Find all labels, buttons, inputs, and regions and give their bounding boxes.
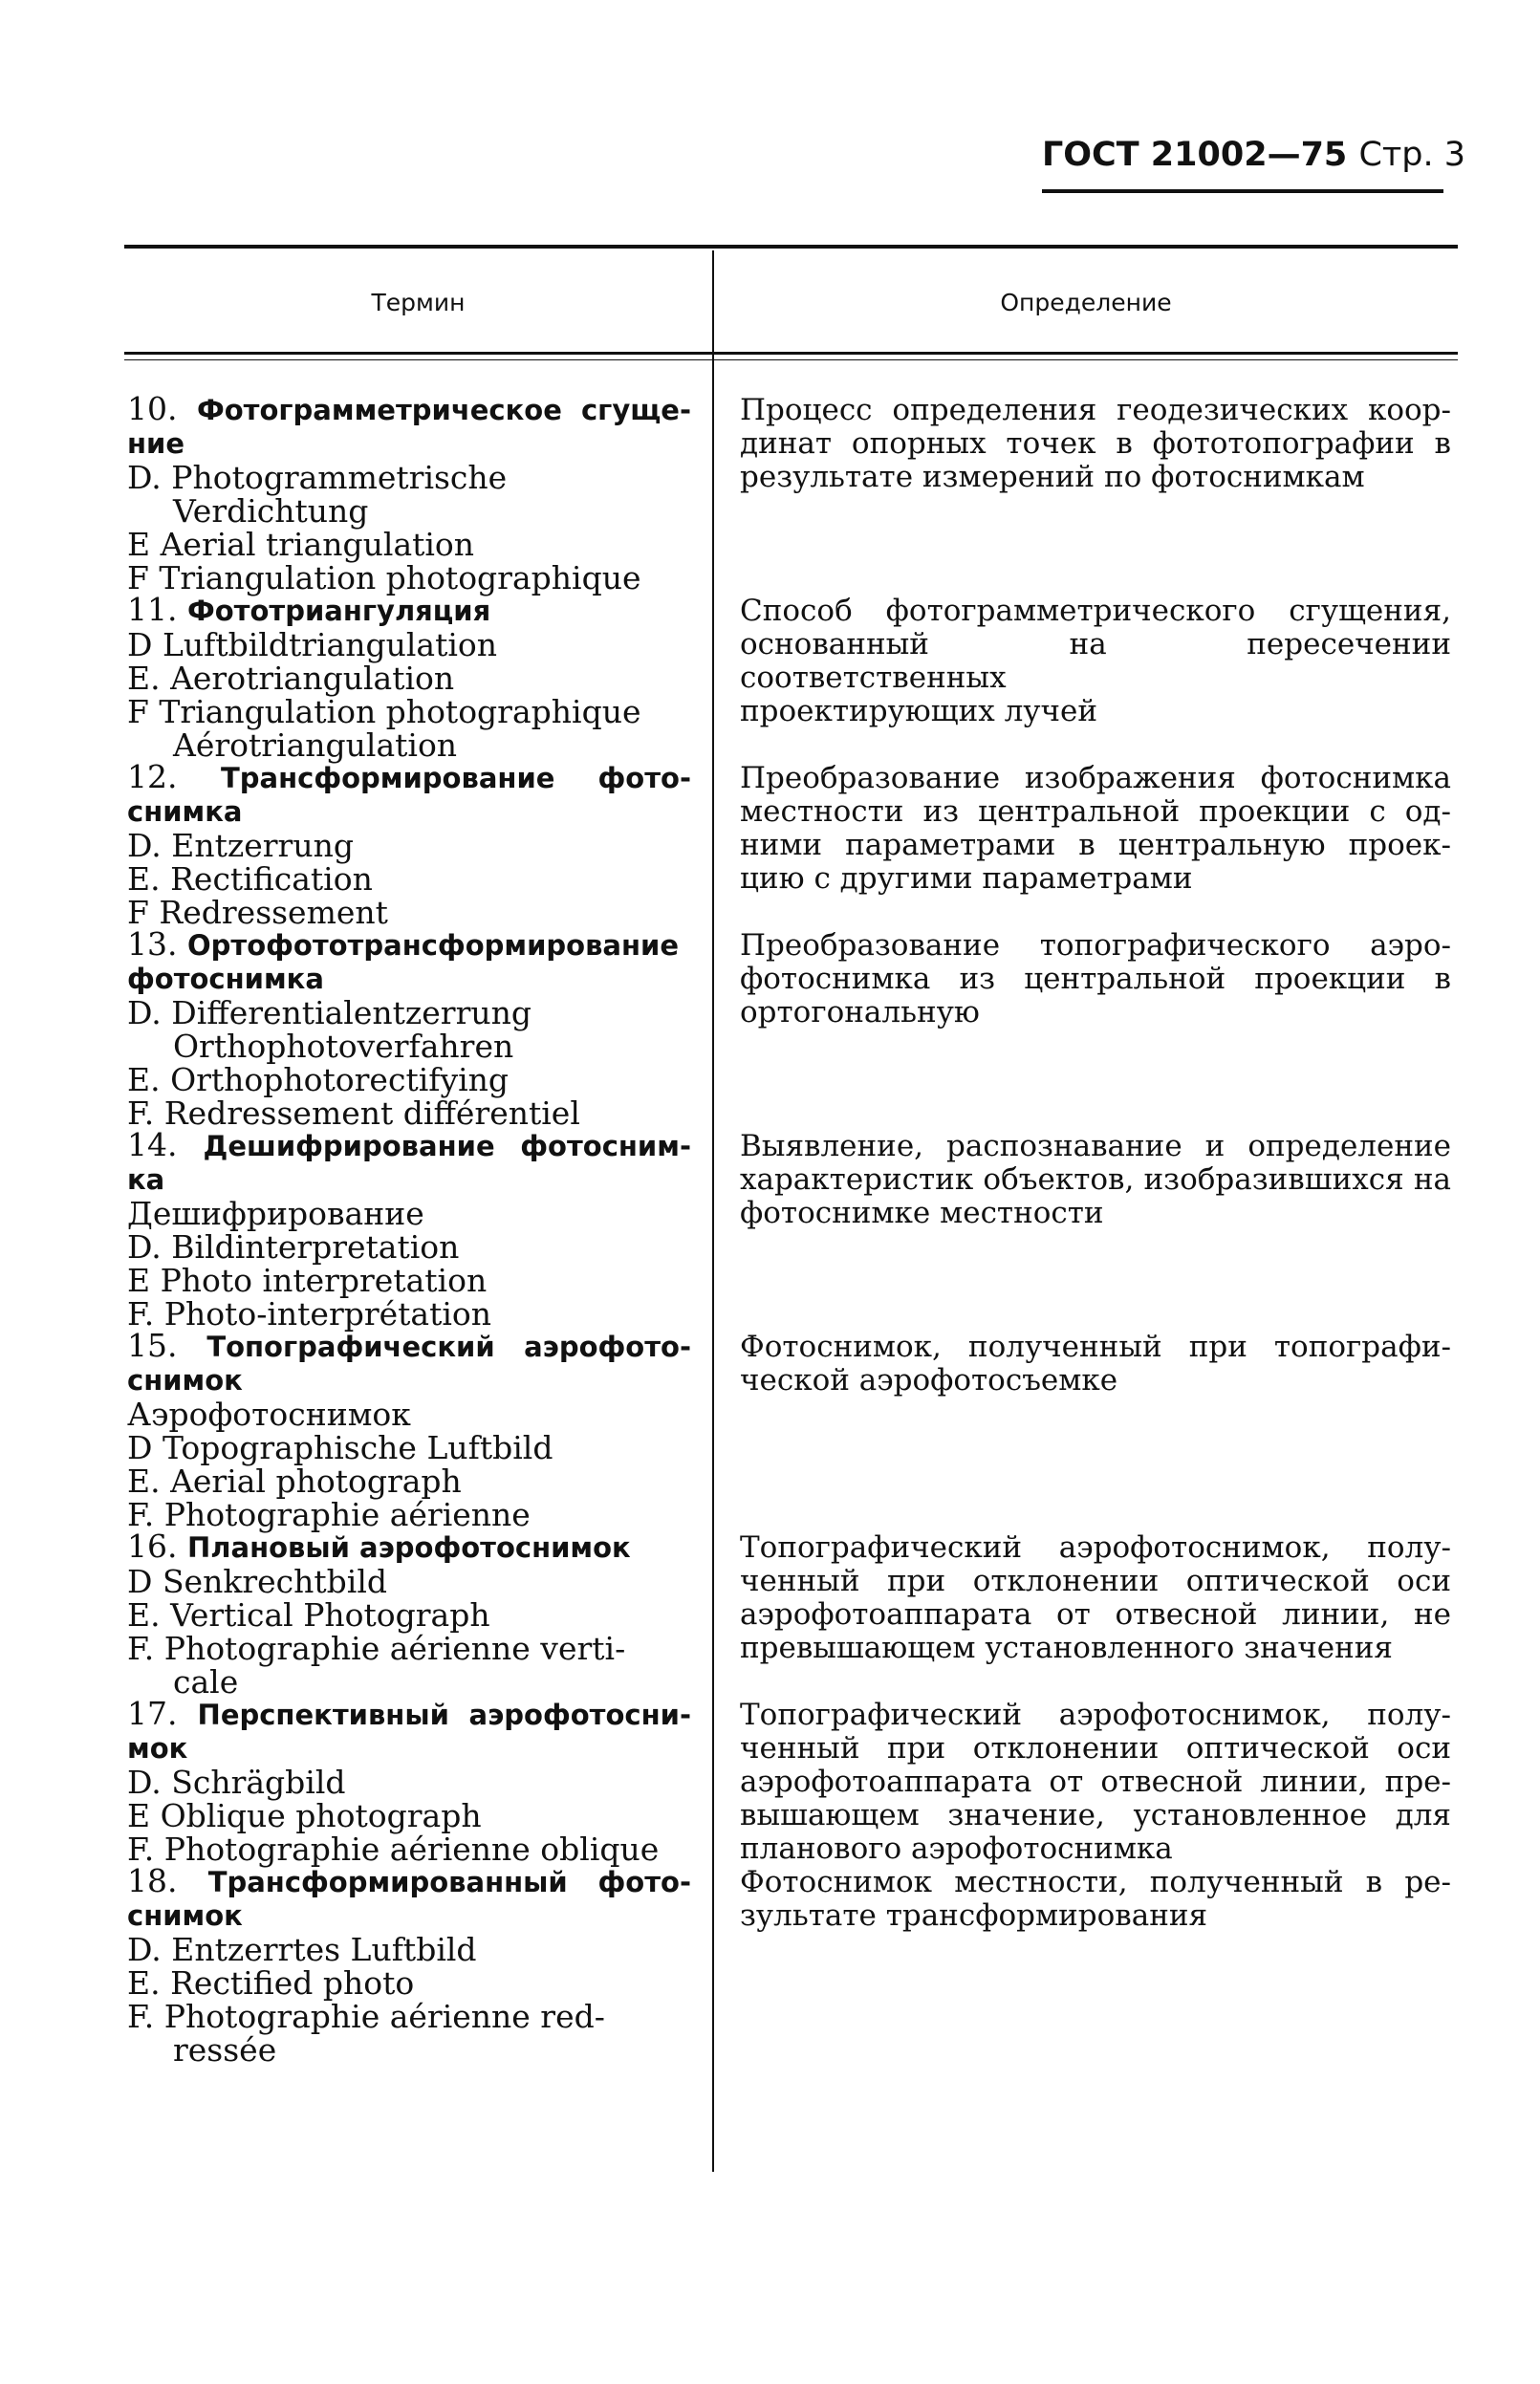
column-divider xyxy=(712,250,714,2172)
term-equivalent-fr: F. Redressement différentiel xyxy=(127,1094,580,1132)
definition-line: характеристик объектов, изобразившихся на xyxy=(740,1162,1451,1197)
definition-line: планового аэрофотоснимка xyxy=(740,1831,1173,1866)
definition-line: Способ фотограмметрического сгущения, xyxy=(740,594,1451,628)
term-name: Трансформированный фото- xyxy=(207,1866,691,1898)
term-equivalent-de: D. Bildinterpretation xyxy=(127,1228,460,1266)
term-entry-16 xyxy=(127,1529,691,1699)
table-header-rule xyxy=(124,352,1458,355)
page-header xyxy=(1042,136,1466,193)
term-name-continued: ка xyxy=(127,1163,165,1196)
term-equivalent-en: E. Rectification xyxy=(127,860,373,898)
definition-line: превышающем установленного значения xyxy=(740,1631,1393,1665)
term-name-continued: снимок xyxy=(127,1899,243,1932)
term-equivalent-de-cont: Verdichtung xyxy=(173,492,369,530)
term-equivalent-de: D Topographische Luftbild xyxy=(127,1429,553,1466)
term-heading: 15. Топографический аэрофото- xyxy=(127,1327,691,1364)
term-equivalent-de: D. Photogrammetrische xyxy=(127,459,508,496)
term-heading: 12. Трансформирование фото- xyxy=(127,758,691,795)
term-entry-11 xyxy=(127,593,691,762)
definition-line: результате измерений по фотоснимкам xyxy=(740,460,1365,494)
definition-line: ческой аэрофотосъемке xyxy=(740,1363,1118,1398)
term-name: Трансформирование фото- xyxy=(220,762,691,794)
term-heading: 13. Ортофототрансформирование xyxy=(127,925,680,963)
definition-line: фотоснимке местности xyxy=(740,1196,1104,1230)
term-equivalent-en: E Photo interpretation xyxy=(127,1262,488,1299)
term-equivalent-de: D. Differentialentzerrung xyxy=(127,994,531,1031)
definition-line: основанный на пересечении соответственных xyxy=(740,627,1451,695)
term-name-continued: снимка xyxy=(127,795,243,828)
term-equivalent-fr: F Triangulation photographique xyxy=(127,693,641,730)
definition-10 xyxy=(740,394,1451,494)
definition-line: Топографический аэрофотоснимок, полу- xyxy=(740,1698,1451,1732)
definition-line: Преобразование топографического аэро- xyxy=(740,928,1451,963)
definition-15 xyxy=(740,1331,1451,1398)
page-number: Стр. 3 xyxy=(1358,136,1466,174)
definition-line: Топографический аэрофотоснимок, полу- xyxy=(740,1530,1451,1565)
term-equivalent-en: E Aerial triangulation xyxy=(127,526,475,563)
term-heading: 18. Трансформированный фото- xyxy=(127,1862,691,1899)
term-equivalent-fr: F Triangulation photographique xyxy=(127,559,641,596)
definition-line: Фотоснимок местности, полученный в ре- xyxy=(740,1865,1451,1899)
term-equivalent-en: E. Rectified photo xyxy=(127,1964,415,2002)
term-entry-14 xyxy=(127,1128,691,1331)
standard-number: ГОСТ 21002—75 xyxy=(1042,136,1348,174)
term-equivalent-de: D. Entzerrtes Luftbild xyxy=(127,1931,477,1968)
definition-line: аэрофотоаппарата от отвесной линии, пре- xyxy=(740,1765,1451,1799)
term-entry-17 xyxy=(127,1697,691,1866)
term-name: Фотограмметрическое сгуще- xyxy=(196,394,691,426)
definition-16 xyxy=(740,1531,1451,1665)
term-equivalent-fr: F. Photographie aérienne oblique xyxy=(127,1831,660,1868)
definition-line: Фотоснимок, полученный при топографи- xyxy=(740,1330,1451,1364)
term-name-continued: снимок xyxy=(127,1364,243,1397)
term-equivalent-fr: F. Photo-interprétation xyxy=(127,1295,492,1333)
definition-line: местности из центральной проекции с од- xyxy=(740,794,1451,829)
term-equivalent-de: D. Schrägbild xyxy=(127,1764,346,1801)
definition-line: Выявление, распознавание и определение xyxy=(740,1129,1451,1163)
definition-13 xyxy=(740,929,1451,1029)
term-equivalent-fr: F. Photographie aérienne verti- xyxy=(127,1630,626,1667)
term-entry-13 xyxy=(127,927,691,1130)
term-heading: 17. Перспективный аэрофотосни- xyxy=(127,1695,691,1732)
definition-line: ченный при отклонении оптической оси xyxy=(740,1731,1451,1766)
term-synonym: Дешифрирование xyxy=(127,1195,424,1232)
definition-line: ними параметрами в центральную проек- xyxy=(740,828,1451,862)
term-equivalent-en: E Oblique photograph xyxy=(127,1797,482,1834)
term-equivalent-fr: F Redressement xyxy=(127,894,388,931)
column-header-term: Термин xyxy=(371,289,466,316)
term-equivalent-fr-cont: cale xyxy=(173,1663,239,1701)
term-name: Плановый аэрофотоснимок xyxy=(186,1531,631,1564)
term-equivalent-fr: F. Photographie aérienne xyxy=(127,1496,531,1533)
term-equivalent-de: D Senkrechtbild xyxy=(127,1563,387,1600)
term-name: Ортофототрансформирование xyxy=(186,929,680,962)
term-equivalent-de-cont: Orthophotoverfahren xyxy=(173,1028,514,1065)
definition-line: ченный при отклонении оптической оси xyxy=(740,1564,1451,1598)
definition-11 xyxy=(740,595,1451,728)
term-equivalent-en: E. Vertical Photograph xyxy=(127,1596,490,1634)
definition-line: Процесс определения геодезических коор- xyxy=(740,393,1451,427)
term-name-continued: ние xyxy=(127,427,185,460)
definition-line: аэрофотоаппарата от отвесной линии, не xyxy=(740,1597,1451,1632)
term-equivalent-en: E. Orthophotorectifying xyxy=(127,1061,510,1098)
term-synonym: Аэрофотоснимок xyxy=(127,1396,411,1433)
column-header-definition: Определение xyxy=(1000,289,1172,316)
definition-line: проектирующих лучей xyxy=(740,694,1098,728)
definition-line: Преобразование изображения фотоснимка xyxy=(740,761,1451,795)
term-name: Дешифрирование фотосним- xyxy=(203,1130,691,1162)
term-equivalent-de: D Luftbildtriangulation xyxy=(127,626,498,663)
definition-line: ортогональную xyxy=(740,995,980,1029)
term-heading: 16. Плановый аэрофотоснимок xyxy=(127,1528,631,1565)
term-equivalent-fr-cont: ressée xyxy=(173,2031,277,2069)
term-heading: 11. Фототриангуляция xyxy=(127,591,491,628)
term-equivalent-de: D. Entzerrung xyxy=(127,827,354,864)
term-name-continued: фотоснимка xyxy=(127,963,324,995)
term-equivalent-fr: F. Photographie aérienne red- xyxy=(127,1998,605,2035)
definition-14 xyxy=(740,1130,1451,1230)
definition-line: фотоснимка из центральной проекции в xyxy=(740,962,1451,996)
definition-12 xyxy=(740,762,1451,896)
term-name: Фототриангуляция xyxy=(186,595,491,627)
term-equivalent-en: E. Aerotriangulation xyxy=(127,660,455,697)
term-entry-15 xyxy=(127,1329,691,1531)
term-name-continued: мок xyxy=(127,1732,188,1765)
term-entry-12 xyxy=(127,760,691,929)
term-entry-10 xyxy=(127,392,691,595)
term-equivalent-en: E. Aerial photograph xyxy=(127,1463,462,1500)
table-top-rule xyxy=(124,245,1458,249)
definition-line: динат опорных точек в фототопографии в xyxy=(740,426,1451,461)
term-name: Топографический аэрофото- xyxy=(206,1331,691,1363)
term-equivalent-fr-2: Aérotriangulation xyxy=(173,726,458,764)
definition-line: вышающем значение, установленное для xyxy=(740,1798,1451,1832)
table-header-rule-2 xyxy=(124,359,1458,360)
definition-18 xyxy=(740,1866,1451,1933)
definition-17 xyxy=(740,1699,1451,1866)
term-heading: 14. Дешифрирование фотосним- xyxy=(127,1126,691,1163)
term-entry-18 xyxy=(127,1864,691,2067)
definition-line: цию с другими параметрами xyxy=(740,861,1193,896)
definition-line: зультате трансформирования xyxy=(740,1898,1208,1933)
term-name: Перспективный аэрофотосни- xyxy=(197,1699,691,1731)
term-heading: 10. Фотограмметрическое сгуще- xyxy=(127,390,691,427)
